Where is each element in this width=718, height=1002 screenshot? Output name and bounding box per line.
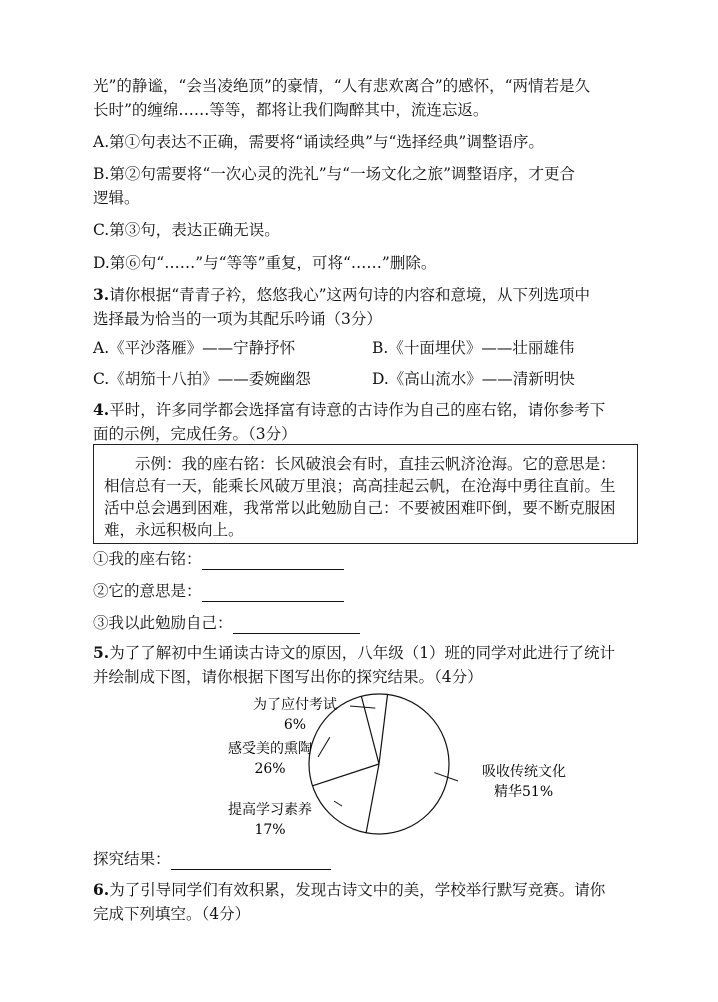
fill-line-3 xyxy=(93,612,638,634)
answer-blank[interactable] xyxy=(202,583,344,602)
option-row xyxy=(93,337,638,359)
pie-slice-label: 为了应付考试 xyxy=(253,697,337,713)
text-line: 光”的静谧，“会当凌绝顶”的豪情，“人有悲欢离合”的感怀，“两情若是久 xyxy=(93,77,591,95)
option-a: A.《平沙落雁》——宁静抒怀 xyxy=(93,339,296,357)
fill-label: ①我的座右铭： xyxy=(93,550,202,568)
answer-blank[interactable] xyxy=(171,851,331,870)
pie-chart xyxy=(200,680,580,860)
pie-slice-value-label: 精华51% xyxy=(494,784,554,800)
fill-label: ③我以此勉励自己： xyxy=(93,614,233,632)
question-number: 3. xyxy=(93,285,110,304)
question-text: 请你根据“青青子衿，悠悠我心”这两句诗的内容和意境，从下列选项中 xyxy=(109,286,591,304)
answer-blank[interactable] xyxy=(233,615,360,634)
fill-line-1 xyxy=(93,548,638,570)
question-6-cont: 完成下列填空。（4分） xyxy=(93,905,251,923)
pie-slice-label: 吸收传统文化 xyxy=(482,764,566,780)
answer-blank[interactable] xyxy=(202,551,344,570)
option-b-cont: 逻辑。 xyxy=(93,189,140,207)
option-d: D.第⑥句“……”与“等等”重复，可将“……”删除。 xyxy=(93,254,437,272)
question-text: 平时，许多同学都会选择富有诗意的古诗作为自己的座右铭，请你参考下 xyxy=(109,401,606,419)
option-row xyxy=(93,368,638,390)
pie-slice-label: 感受美的熏陶 xyxy=(228,741,312,757)
fill-line-2 xyxy=(93,580,638,602)
question-6 xyxy=(93,879,638,901)
result-label: 探究结果： xyxy=(93,850,171,868)
option-a: A.第①句表达不正确，需要将“诵读经典”与“选择经典”调整语序。 xyxy=(93,133,544,151)
pie-slice-value-label: 26% xyxy=(254,761,286,777)
question-3-cont: 选择最为恰当的一项为其配乐吟诵（3分） xyxy=(93,310,382,328)
option-b: B.《十面埋伏》——壮丽雄伟 xyxy=(372,339,575,357)
question-4-cont: 面的示例，完成任务。（3分） xyxy=(93,425,297,443)
question-number: 5. xyxy=(93,643,110,662)
question-number: 4. xyxy=(93,400,110,419)
pie-slice-label: 提高学习素养 xyxy=(228,802,312,818)
question-5-cont: 并绘制成下图，请你根据下图写出你的探究结果。（4分） xyxy=(93,668,483,686)
option-d: D.《高山流水》——清新明快 xyxy=(372,370,575,388)
example-box: 示例：我的座右铭：长风破浪会有时，直挂云帆济沧海。它的意思是：相信总有一天，能乘长风破万里浪；高高挂起云帆，在沧海中勇往直前。生活中总会遇到困难，我常常以此勉励自己：不要被困难吓倒，要不断克服困难，永远积极向上。 xyxy=(93,444,638,544)
option-b: B.第②句需要将“一次心灵的洗礼”与“一场文化之旅”调整语序，才更合 xyxy=(93,165,576,183)
question-3 xyxy=(93,284,638,306)
question-number: 6. xyxy=(93,880,110,899)
question-5 xyxy=(93,642,638,664)
question-4 xyxy=(93,399,638,421)
text-line: 长时”的缠绵……等等，都将让我们陶醉其中，流连忘返。 xyxy=(93,101,489,119)
question-text: 为了引导同学们有效积累，发现古诗文中的美，学校举行默写竞赛。请你 xyxy=(109,881,606,899)
pie-slice-value-label: 17% xyxy=(254,822,286,838)
result-line xyxy=(93,848,638,870)
pie-slice-value-label: 6% xyxy=(283,717,307,733)
fill-label: ②它的意思是： xyxy=(93,582,202,600)
question-text: 为了了解初中生诵读古诗文的原因，八年级（1）班的同学对此进行了统计 xyxy=(109,644,616,662)
option-c: C.第③句，表达正确无误。 xyxy=(93,221,280,239)
option-c: C.《胡笳十八拍》——委婉幽怨 xyxy=(93,370,311,388)
